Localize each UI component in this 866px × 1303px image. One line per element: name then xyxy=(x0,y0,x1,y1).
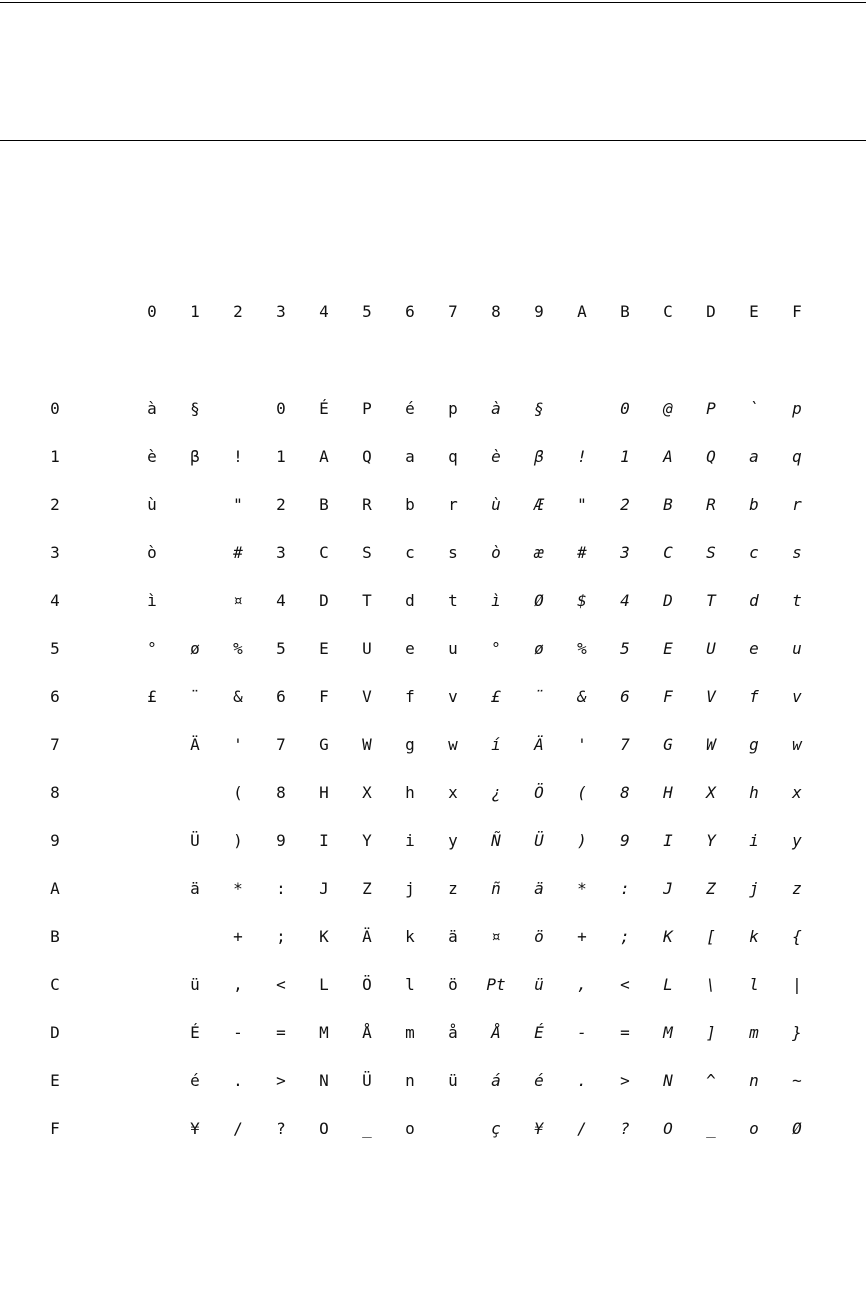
table-cell: ¨ xyxy=(190,687,200,706)
table-cell: 7 xyxy=(620,735,630,754)
table-cell: @ xyxy=(663,399,673,418)
table-cell: H xyxy=(663,783,673,802)
table-cell: Ü xyxy=(534,831,544,850)
table-cell: - xyxy=(577,1023,587,1042)
table-cell: 6 xyxy=(276,687,286,706)
table-cell: Ä xyxy=(190,735,200,754)
column-header: 4 xyxy=(319,302,329,321)
table-cell: = xyxy=(620,1023,630,1042)
column-header: 5 xyxy=(362,302,372,321)
row-label: 4 xyxy=(50,591,60,610)
table-cell: X xyxy=(362,783,372,802)
table-cell: y xyxy=(792,831,802,850)
table-cell: ö xyxy=(534,927,544,946)
table-cell: Ö xyxy=(362,975,372,994)
table-cell: å xyxy=(448,1023,458,1042)
table-cell: ¤ xyxy=(233,591,243,610)
table-cell: ( xyxy=(233,783,243,802)
table-cell: ° xyxy=(147,639,157,658)
table-cell: g xyxy=(749,735,759,754)
table-cell: O xyxy=(663,1119,673,1138)
table-cell: k xyxy=(405,927,415,946)
table-cell: e xyxy=(405,639,415,658)
table-cell: ) xyxy=(233,831,243,850)
table-cell: g xyxy=(405,735,415,754)
table-cell: £ xyxy=(147,687,157,706)
column-header: 3 xyxy=(276,302,286,321)
table-cell: . xyxy=(233,1071,243,1090)
table-cell: Y xyxy=(706,831,716,850)
table-cell: c xyxy=(749,543,759,562)
table-cell: # xyxy=(577,543,587,562)
table-cell: N xyxy=(319,1071,329,1090)
table-cell: U xyxy=(706,639,716,658)
column-header: 9 xyxy=(534,302,544,321)
table-cell: m xyxy=(749,1023,759,1042)
table-cell: / xyxy=(577,1119,587,1138)
table-cell: % xyxy=(233,639,243,658)
table-cell: ù xyxy=(147,495,157,514)
table-cell: l xyxy=(405,975,415,994)
table-cell: N xyxy=(663,1071,673,1090)
table-cell: M xyxy=(663,1023,673,1042)
table-cell: É xyxy=(319,399,329,418)
table-cell: E xyxy=(319,639,329,658)
table-cell: F xyxy=(663,687,673,706)
table-cell: ! xyxy=(233,447,243,466)
column-header: B xyxy=(620,302,630,321)
table-cell: ¤ xyxy=(491,927,501,946)
table-cell: p xyxy=(448,399,458,418)
row-label: 1 xyxy=(50,447,60,466)
table-cell: W xyxy=(706,735,716,754)
table-cell: Ñ xyxy=(491,831,501,850)
table-cell: ^ xyxy=(706,1071,716,1090)
table-cell: o xyxy=(405,1119,415,1138)
table-cell: \ xyxy=(706,975,716,994)
table-cell: q xyxy=(448,447,458,466)
table-cell: P xyxy=(706,399,716,418)
table-cell: _ xyxy=(362,1119,372,1138)
table-cell: Q xyxy=(706,447,716,466)
table-cell: S xyxy=(706,543,716,562)
table-cell: * xyxy=(233,879,243,898)
table-cell: t xyxy=(448,591,458,610)
table-cell: Å xyxy=(362,1023,372,1042)
table-cell: ü xyxy=(190,975,200,994)
table-cell: q xyxy=(792,447,802,466)
table-cell: % xyxy=(577,639,587,658)
table-cell: Æ xyxy=(534,495,544,514)
table-cell: £ xyxy=(491,687,501,706)
table-cell: U xyxy=(362,639,372,658)
table-cell: 2 xyxy=(620,495,630,514)
table-cell: p xyxy=(792,399,802,418)
row-label: 3 xyxy=(50,543,60,562)
table-cell: j xyxy=(405,879,415,898)
table-cell: ! xyxy=(577,447,587,466)
column-header: 6 xyxy=(405,302,415,321)
table-cell: V xyxy=(706,687,716,706)
table-cell: k xyxy=(749,927,759,946)
table-cell: Z xyxy=(362,879,372,898)
table-cell: o xyxy=(749,1119,759,1138)
table-cell: ¥ xyxy=(534,1119,544,1138)
table-cell: í xyxy=(491,735,501,754)
table-cell: l xyxy=(749,975,759,994)
table-cell: ¨ xyxy=(534,687,544,706)
table-cell: r xyxy=(448,495,458,514)
table-cell: ] xyxy=(706,1023,716,1042)
table-cell: ò xyxy=(491,543,501,562)
table-cell: u xyxy=(792,639,802,658)
table-cell: X xyxy=(706,783,716,802)
row-label: E xyxy=(50,1071,60,1090)
column-header: 2 xyxy=(233,302,243,321)
table-cell: m xyxy=(405,1023,415,1042)
table-cell: : xyxy=(276,879,286,898)
table-cell: O xyxy=(319,1119,329,1138)
table-cell: Ä xyxy=(534,735,544,754)
row-label: A xyxy=(50,879,60,898)
table-cell: Z xyxy=(706,879,716,898)
table-cell: L xyxy=(319,975,329,994)
table-cell: w xyxy=(448,735,458,754)
table-cell: ¿ xyxy=(491,783,501,802)
table-cell: # xyxy=(233,543,243,562)
row-label: 2 xyxy=(50,495,60,514)
table-cell: b xyxy=(405,495,415,514)
row-label: 8 xyxy=(50,783,60,802)
table-cell: ì xyxy=(491,591,501,610)
column-header: 8 xyxy=(491,302,501,321)
table-cell: à xyxy=(491,399,501,418)
table-cell: , xyxy=(577,975,587,994)
column-header: E xyxy=(749,302,759,321)
table-cell: D xyxy=(663,591,673,610)
table-cell: L xyxy=(663,975,673,994)
table-cell: ç xyxy=(491,1119,501,1138)
row-label: F xyxy=(50,1119,60,1138)
table-cell: | xyxy=(792,975,802,994)
table-cell: / xyxy=(233,1119,243,1138)
table-cell: h xyxy=(749,783,759,802)
table-cell: s xyxy=(792,543,802,562)
table-cell: ü xyxy=(448,1071,458,1090)
table-cell: x xyxy=(792,783,802,802)
table-cell: β xyxy=(190,447,200,466)
table-cell: + xyxy=(233,927,243,946)
table-cell: β xyxy=(534,447,544,466)
table-cell: < xyxy=(620,975,630,994)
table-cell: a xyxy=(749,447,759,466)
table-cell: n xyxy=(749,1071,759,1090)
table-cell: ' xyxy=(577,735,587,754)
table-cell: ~ xyxy=(792,1071,802,1090)
column-header: 7 xyxy=(448,302,458,321)
table-cell: Q xyxy=(362,447,372,466)
table-cell: * xyxy=(577,879,587,898)
table-cell: u xyxy=(448,639,458,658)
table-cell: n xyxy=(405,1071,415,1090)
table-cell: 9 xyxy=(620,831,630,850)
table-cell: - xyxy=(233,1023,243,1042)
row-label: 9 xyxy=(50,831,60,850)
table-cell: E xyxy=(663,639,673,658)
table-cell: 6 xyxy=(620,687,630,706)
table-cell: > xyxy=(620,1071,630,1090)
table-cell: f xyxy=(749,687,759,706)
table-cell: ? xyxy=(620,1119,630,1138)
table-cell: B xyxy=(319,495,329,514)
table-cell: Å xyxy=(491,1023,501,1042)
table-cell: & xyxy=(577,687,587,706)
table-cell: b xyxy=(749,495,759,514)
table-cell: : xyxy=(620,879,630,898)
table-cell: } xyxy=(792,1023,802,1042)
table-cell: w xyxy=(792,735,802,754)
table-cell: 8 xyxy=(276,783,286,802)
table-cell: < xyxy=(276,975,286,994)
table-cell: d xyxy=(405,591,415,610)
table-cell: à xyxy=(147,399,157,418)
table-cell: i xyxy=(405,831,415,850)
table-cell: P xyxy=(362,399,372,418)
table-cell: Ö xyxy=(534,783,544,802)
table-cell: Y xyxy=(362,831,372,850)
table-cell: ; xyxy=(620,927,630,946)
table-cell: A xyxy=(663,447,673,466)
top-rule xyxy=(0,2,866,3)
row-label: C xyxy=(50,975,60,994)
table-cell: Ü xyxy=(190,831,200,850)
table-cell: 5 xyxy=(276,639,286,658)
table-cell: G xyxy=(319,735,329,754)
table-cell: Ä xyxy=(362,927,372,946)
table-cell: ä xyxy=(448,927,458,946)
table-cell: { xyxy=(792,927,802,946)
table-cell: _ xyxy=(706,1119,716,1138)
table-cell: + xyxy=(577,927,587,946)
table-cell: J xyxy=(663,879,673,898)
table-cell: è xyxy=(491,447,501,466)
table-cell: J xyxy=(319,879,329,898)
table-cell: K xyxy=(663,927,673,946)
table-cell: > xyxy=(276,1071,286,1090)
table-cell: & xyxy=(233,687,243,706)
table-cell: z xyxy=(792,879,802,898)
table-cell: Ø xyxy=(792,1119,802,1138)
table-cell: D xyxy=(319,591,329,610)
table-cell: H xyxy=(319,783,329,802)
table-cell: ü xyxy=(534,975,544,994)
column-header: C xyxy=(663,302,673,321)
table-cell: 8 xyxy=(620,783,630,802)
table-cell: e xyxy=(749,639,759,658)
table-cell: f xyxy=(405,687,415,706)
table-cell: ¥ xyxy=(190,1119,200,1138)
table-cell: ä xyxy=(534,879,544,898)
table-cell: ` xyxy=(749,399,759,418)
table-cell: R xyxy=(706,495,716,514)
table-cell: C xyxy=(319,543,329,562)
table-cell: " xyxy=(577,495,587,514)
table-cell: = xyxy=(276,1023,286,1042)
table-cell: x xyxy=(448,783,458,802)
table-cell: ' xyxy=(233,735,243,754)
column-header: A xyxy=(577,302,587,321)
table-cell: c xyxy=(405,543,415,562)
table-cell: C xyxy=(663,543,673,562)
table-cell: V xyxy=(362,687,372,706)
table-cell: r xyxy=(792,495,802,514)
row-label: B xyxy=(50,927,60,946)
table-cell: v xyxy=(792,687,802,706)
table-cell: æ xyxy=(534,543,544,562)
table-cell: T xyxy=(362,591,372,610)
table-cell: É xyxy=(534,1023,544,1042)
table-cell: ? xyxy=(276,1119,286,1138)
table-cell: á xyxy=(491,1071,501,1090)
table-cell: ì xyxy=(147,591,157,610)
table-cell: M xyxy=(319,1023,329,1042)
table-cell: 4 xyxy=(620,591,630,610)
table-cell: è xyxy=(147,447,157,466)
table-cell: R xyxy=(362,495,372,514)
table-cell: 5 xyxy=(620,639,630,658)
table-cell: " xyxy=(233,495,243,514)
table-cell: 9 xyxy=(276,831,286,850)
table-cell: 3 xyxy=(276,543,286,562)
table-cell: ° xyxy=(491,639,501,658)
table-cell: t xyxy=(792,591,802,610)
table-cell: 0 xyxy=(620,399,630,418)
table-cell: 4 xyxy=(276,591,286,610)
table-cell: v xyxy=(448,687,458,706)
table-cell: ò xyxy=(147,543,157,562)
table-cell: . xyxy=(577,1071,587,1090)
table-cell: é xyxy=(190,1071,200,1090)
table-cell: h xyxy=(405,783,415,802)
table-cell: $ xyxy=(577,591,587,610)
column-header: 0 xyxy=(147,302,157,321)
table-cell: d xyxy=(749,591,759,610)
table-cell: 1 xyxy=(276,447,286,466)
table-cell: W xyxy=(362,735,372,754)
table-cell: 0 xyxy=(276,399,286,418)
table-cell: ö xyxy=(448,975,458,994)
table-cell: § xyxy=(190,399,200,418)
table-cell: s xyxy=(448,543,458,562)
table-cell: K xyxy=(319,927,329,946)
table-cell: , xyxy=(233,975,243,994)
row-label: 7 xyxy=(50,735,60,754)
table-cell: ä xyxy=(190,879,200,898)
table-cell: Ü xyxy=(362,1071,372,1090)
table-cell: i xyxy=(749,831,759,850)
table-cell: ) xyxy=(577,831,587,850)
table-cell: A xyxy=(319,447,329,466)
row-label: 5 xyxy=(50,639,60,658)
table-cell: ø xyxy=(190,639,200,658)
table-cell: 2 xyxy=(276,495,286,514)
table-cell: ( xyxy=(577,783,587,802)
table-cell: 1 xyxy=(620,447,630,466)
row-label: 0 xyxy=(50,399,60,418)
row-label: D xyxy=(50,1023,60,1042)
table-cell: I xyxy=(319,831,329,850)
section-rule xyxy=(0,140,866,141)
column-header: 1 xyxy=(190,302,200,321)
table-cell: Pt xyxy=(486,975,506,994)
table-cell: É xyxy=(190,1023,200,1042)
table-cell: ù xyxy=(491,495,501,514)
table-cell: I xyxy=(663,831,673,850)
table-cell: 7 xyxy=(276,735,286,754)
column-header: F xyxy=(792,302,802,321)
table-cell: ø xyxy=(534,639,544,658)
table-cell: j xyxy=(749,879,759,898)
table-cell: ; xyxy=(276,927,286,946)
table-cell: § xyxy=(534,399,544,418)
table-cell: S xyxy=(362,543,372,562)
table-cell: z xyxy=(448,879,458,898)
table-cell: [ xyxy=(706,927,716,946)
table-cell: G xyxy=(663,735,673,754)
table-cell: a xyxy=(405,447,415,466)
table-cell: B xyxy=(663,495,673,514)
table-cell: ñ xyxy=(491,879,501,898)
table-cell: 3 xyxy=(620,543,630,562)
table-cell: T xyxy=(706,591,716,610)
table-cell: y xyxy=(448,831,458,850)
table-cell: é xyxy=(405,399,415,418)
table-cell: Ø xyxy=(534,591,544,610)
column-header: D xyxy=(706,302,716,321)
table-cell: F xyxy=(319,687,329,706)
row-label: 6 xyxy=(50,687,60,706)
table-cell: é xyxy=(534,1071,544,1090)
